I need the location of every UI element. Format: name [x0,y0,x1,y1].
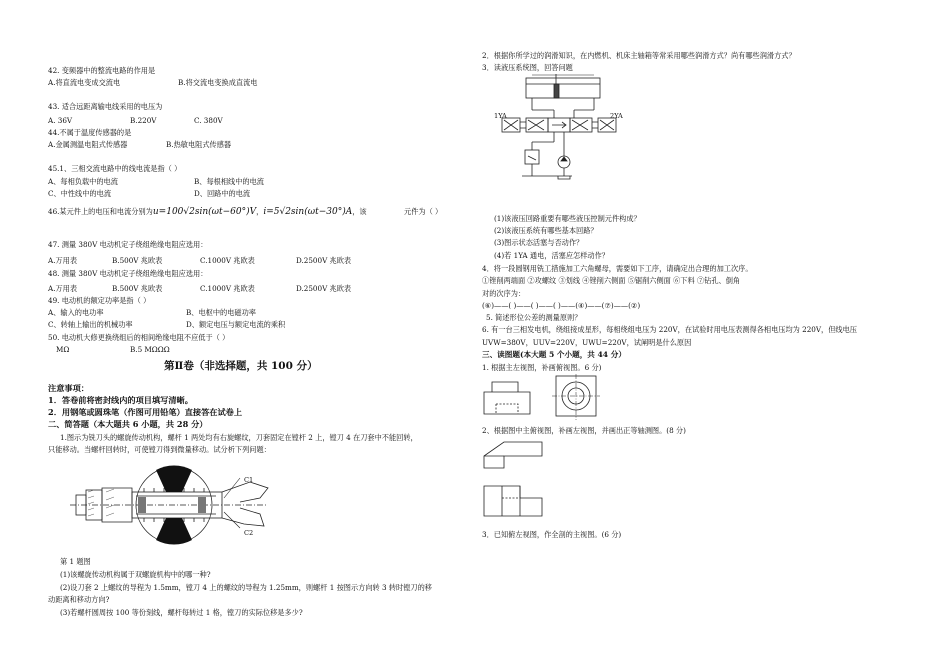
d1-views-figure [482,374,612,420]
q4-order-line: (⑥)——( )——( )——( )——(④)——(⑦)——(②) [482,301,641,310]
section-2-title: 二、简答题（本大题共 6 小题，共 28 分） [48,419,208,429]
q44-stem: 44.不属于温度传感器的是 [48,128,132,137]
q47-option-d: D.2500V 兆欧表 [296,256,352,265]
q45-option-a: A、每相负载中的电流 [48,177,118,186]
q3-text: 3．读液压系统图，回答问题 [482,63,573,72]
q48-option-a: A.万用表 [48,284,78,293]
q47-option-a: A.万用表 [48,256,78,265]
q46-formula-i: i=5√2sin(ωt−30°)A [263,207,353,217]
q46-tail: 元件为（ ） [404,207,443,216]
part2-title: 第Ⅱ卷（非选择题，共 100 分） [164,360,318,372]
sq1-text-line1: 1.图示为铣刀头的螺旋传动机构，螺杆 1 两处均有右旋螺纹，刀套固定在镗杆 2 上，镗刀 4 在刀套中不能回转， [60,433,418,442]
q42-stem: 42. 变频器中的整流电路的作用是 [48,66,156,75]
q47-option-c: C.1000V 兆欧表 [200,256,255,265]
q48-option-c: C.1000V 兆欧表 [200,284,255,293]
fig-label-c2: C2 [244,529,254,537]
q45-option-b: B、每根相线中的电流 [194,177,264,186]
q48-option-d: D.2500V 兆欧表 [296,284,352,293]
section-3-title: 三、读图题(本大题 5 个小题，共 44 分） [482,350,626,359]
q43-stem: 43. 适合远距离输电线采用的电压为 [48,102,163,111]
q3-part-3: (3)图示状态活塞与否动作？ [494,238,584,247]
q5-text: 5. 简述形位公差的测量原则？ [486,313,582,322]
d2-views-figure [482,438,552,526]
notes-title: 注意事项： [48,383,89,393]
q50-option-b: B.5 MΩΩΩ [130,345,170,354]
q46-pre: 46.某元件上的电压和电流分别为 [48,207,153,216]
sq1-part-2a: (2)设刀套 2 上螺纹的导程为 1.5mm，镗刀 4 上的螺纹的导程为 1.25mm，则螺杆 1 按图示方向转 3 转时镗刀的移 [60,583,432,592]
q6-text-line2: UVW=380V，UUV=220V，UWU=220V，试阐明是什么原因 [482,338,692,347]
q48-option-b: B.500V 兆欧表 [112,284,163,293]
q50-stem: 50. 电动机大修更换绕组后的相间绝缘电阻不应低于（ ） [48,333,230,342]
q50-option-a: MΩ [56,345,70,354]
q45-option-d: D、回路中的电流 [194,189,251,198]
note-1: 1．答卷前将密封线内的项目填写清晰。 [48,395,193,405]
q49-option-c: C、转轴上输出的机械功率 [48,320,133,329]
q2-text: 2．根据你所学过的润滑知识，在内燃机、机床主轴箱等常采用哪些润滑方式？尚有哪些润滑方式？ [482,51,796,60]
d1-text: 1. 根据主左视图，补画俯视图。6 分) [482,363,602,372]
q46-sep: ， [256,207,264,216]
q49-option-b: B、电枢中的电磁功率 [186,308,256,317]
d3-text: 3．已知俯左视图，作全剖的主视图。(6 分) [482,530,622,539]
fig-caption: 第 1 题图 [60,557,91,566]
q49-option-d: D、额定电压与额定电流的乘积 [186,320,286,329]
q47-option-b: B.500V 兆欧表 [112,256,163,265]
q6-text-line1: 6. 有一台三相发电机，绕组接成星形，每相绕组电压为 220V，在试验时用电压表测得各相电压均为 220V，但线电压 [482,325,857,334]
q44-option-b: B.热敏电阻式传感器 [166,140,232,149]
q45-option-c: C、中性线中的电流 [48,189,112,198]
q46-formula-u: u=100√2sin(ωt−60°)V [152,207,257,217]
q3-part-4: (4)若 1YA 通电，活塞应怎样动作？ [494,251,609,260]
hydraulic-diagram [492,72,632,182]
q42-option-a: A.将直流电变成交流电 [48,78,121,87]
fig-label-c1: C1 [244,476,254,484]
q45-stem: 45.1、三相交流电路中的线电流是指（ ） [48,164,182,173]
q3-part-2: (2)该液压系统有哪些基本回路？ [494,226,598,235]
q44-option-a: A.金属测温电阻式传感器 [48,140,128,149]
q49-stem: 49. 电动机的额定功率是指（ ） [48,296,151,305]
d2-text: 2、根据图中主俯视图，补画左视图，并画出正等轴测图。(8 分) [482,426,686,435]
q4-text: 4．将一段圆钢用铣工措施加工六角螺母，需要如下工序，请确定出合理的加工次序。 [482,264,753,273]
q4-steps: ①锉削两端面 ②攻螺纹 ③划线 ④锉削六侧面 ⑤锯削六侧面 ⑥下料 ⑦钻孔、倒角 [482,276,741,285]
q3-part-1: (1)该液压回路重要有哪些液压控制元件构成？ [494,214,641,223]
sq1-part-3: (3)若螺杆圆周按 100 等份刻线，螺杆每转过 1 格，镗刀的实际位移是多少? [60,608,303,617]
sq1-text-line2: 只能移动。当螺杆回转时，可使镗刀得到微量移动。试分析下列问题： [48,445,271,454]
hyd-label-2ya: 2YA [610,112,623,120]
q43-option-a: A. 36V [48,116,73,125]
q43-option-b: B.220V [130,116,157,125]
q49-option-a: A、输入的电功率 [48,308,104,317]
sq1-part-1: (1)该螺旋传动机构属于双螺旋机构中的哪一种? [60,570,211,579]
q4-order-label: 对的次序为： [482,289,526,298]
q46-post: ，该 [352,207,367,216]
q47-stem: 47. 测量 380V 电动机定子绕组绝缘电阻应选用： [48,240,208,249]
note-2: 2．用钢笔或圆珠笔（作图可用铅笔）直接答在试卷上 [48,407,243,417]
q46-stem [48,207,367,217]
q43-option-c: C. 380V [194,116,223,125]
sq1-part-2b: 动距离和移动方向? [48,595,110,604]
screw-mechanism-figure [64,462,274,548]
q42-option-b: B.将交流电变换成直流电 [178,78,258,87]
left-column [46,0,461,672]
q48-stem: 48. 测量 380V 电动机定子绕组绝缘电阻应选用： [48,269,208,278]
right-column [482,0,922,672]
hyd-label-1ya: 1YA [494,112,507,120]
